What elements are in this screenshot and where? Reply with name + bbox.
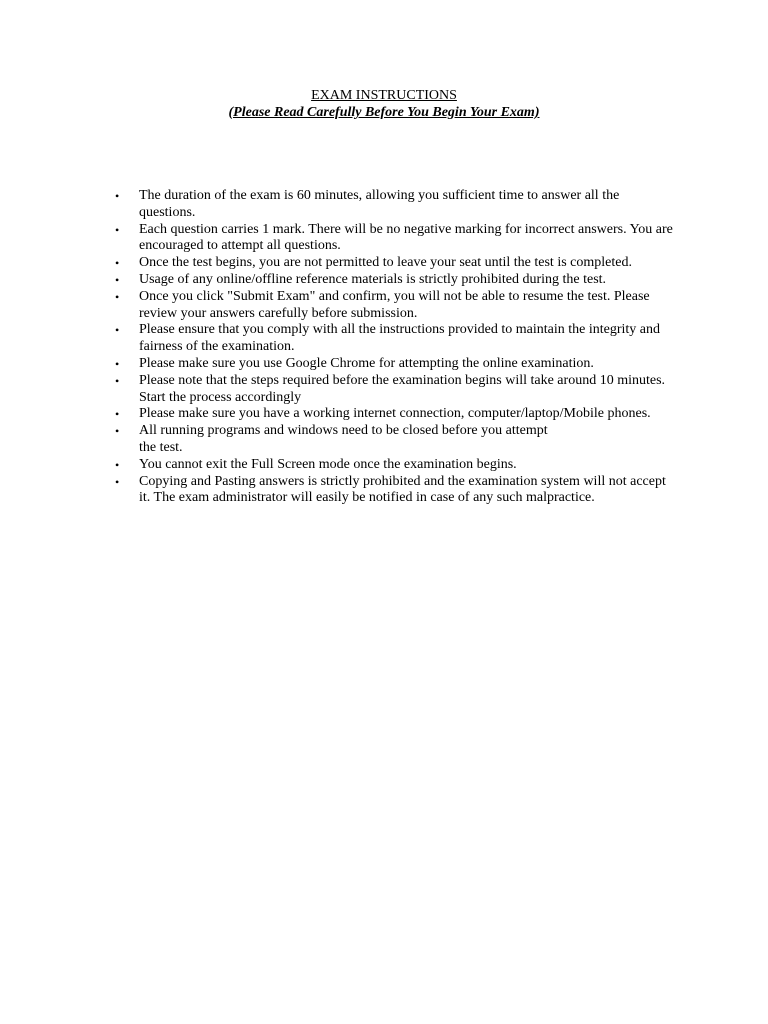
header-block [0, 87, 768, 121]
list-item [115, 188, 679, 222]
instructions-list [115, 188, 679, 507]
bullet-icon: • [115, 407, 120, 422]
bullet-icon: • [115, 373, 120, 388]
instruction-text: Please ensure that you comply with all the instructions provided to maintain the integrity and fairness of the examination. [139, 322, 661, 355]
instruction-text: The duration of the exam is 60 minutes, allowing you sufficient time to answer all the questions. [139, 188, 620, 220]
instruction-text: Usage of any online/offline reference materials is strictly prohibited during the test. [139, 271, 607, 287]
bullet-icon: • [115, 474, 120, 489]
page-title: EXAM INSTRUCTIONS [311, 88, 457, 103]
instruction-text: Please note that the steps required before the examination begins will take around 10 minutes. Start the process accordingly [139, 372, 666, 405]
instruction-text: Each question carries 1 mark. There will be no negative marking for incorrect answers. You are encouraged to attempt all questions. [139, 221, 673, 254]
list-item [115, 473, 679, 508]
list-item [115, 271, 679, 289]
instruction-text: Please make sure you have a working internet connection, computer/laptop/Mobile phones. [139, 406, 651, 422]
instruction-text: You cannot exit the Full Screen mode once the examination begins. [139, 456, 517, 472]
list-item [115, 406, 679, 423]
bullet-icon: • [115, 356, 120, 371]
bullet-icon: • [115, 424, 120, 439]
instruction-text: Please make sure you use Google Chrome for attempting the online examination. [139, 355, 594, 371]
bullet-icon: • [115, 189, 120, 203]
list-item [115, 423, 679, 457]
list-item [115, 221, 679, 256]
list-item [115, 288, 679, 323]
list-item [115, 255, 679, 272]
instruction-text: Copying and Pasting answers is strictly prohibited and the examination system will not accept it. The exam administrator will easily be notified in case of any such malpractice. [139, 473, 666, 506]
list-item [115, 372, 679, 407]
instruction-text: Once the test begins, you are not permitted to leave your seat until the test is completed. [139, 255, 632, 271]
list-item [115, 456, 679, 474]
instruction-text: Once you click "Submit Exam" and confirm, you will not be able to resume the test. Please review your answers carefully before submission. [139, 288, 650, 321]
instruction-text: All running programs and windows need to be closed before you attempt [139, 423, 548, 439]
bullet-icon: • [115, 256, 120, 271]
bullet-icon: • [115, 289, 120, 304]
instruction-continuation: the test. [139, 439, 183, 455]
bullet-icon: • [115, 457, 120, 472]
bullet-icon: • [115, 272, 120, 287]
page-subtitle: (Please Read Carefully Before You Begin Your Exam) [228, 105, 540, 120]
list-item [115, 322, 679, 356]
list-item [115, 355, 679, 373]
bullet-icon: • [115, 323, 120, 338]
bullet-icon: • [115, 222, 120, 237]
